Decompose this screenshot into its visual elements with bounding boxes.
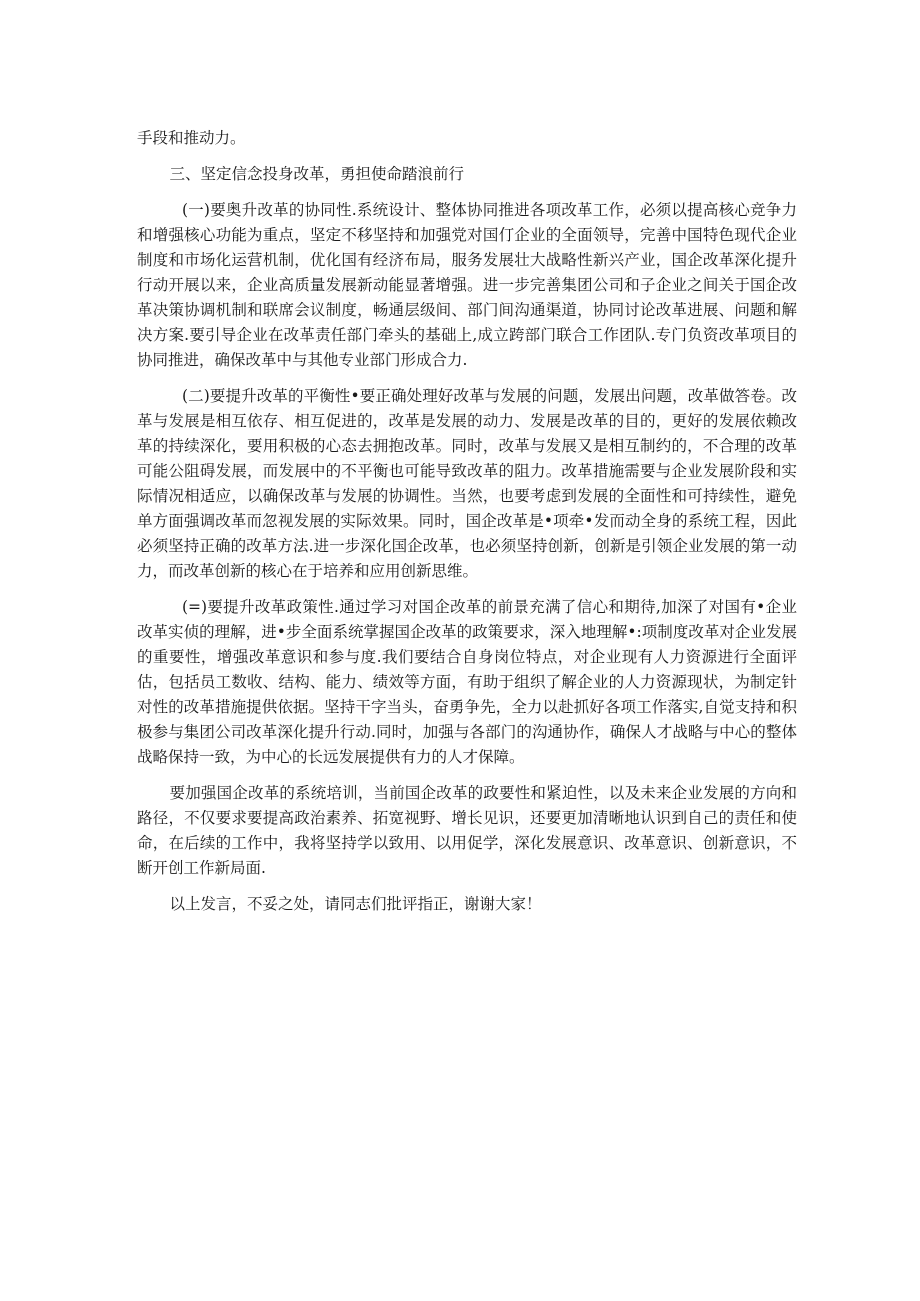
paragraph-training: 要加强国企改革的系统培训，当前国企改革的政要性和紧迫性，以及未来企业发展的方向和路径，不仅要求要提高政治素养、拓宽视野、增长见识，还要更加清晰地认识到自己的责任和使命，在后续的工作中，我将坚持学以致用、以用促学，深化发展意识、改革意识、创新意识，不断开创工作新局面. [137, 784, 797, 877]
paragraph-balance: (二)要提升改革的平衡性•要正确处理好改革与发展的问题，发展出问题，改革做答卷。改革与发展是相互依存、相互促进的，改革是发展的动力、发展是改革的目的，更好的发展依赖改革的持续深化，要用积极的心态去拥抱改革。同时，改革与发展又是相互制约的，不合理的改革可能公阻碍发展，而发展中的不平衡也可能导致改革的阻力。改革措施需要与企业发展阶段和实际情况相适应，以确保改革与发展的协调性。当然，也要考虑到发展的全面性和可持续性，避免单方面强调改革而忽视发展的实际效果。同时，国企改革是•项牵•发而动全身的系统工程，因此必须坚持正确的改革方法.进一步深化国企改革，也必须坚持创新，创新是引领企业发展的第一动力，而改革创新的核心在于培养和应用创新思维。 [137, 387, 797, 580]
section-heading: 三、坚定信念投身改革，勇担使命踏浪前行 [169, 165, 465, 183]
paragraph-policy: (=)要提升改革政策性.通过学习对国企改革的前景充满了信心和期待,加深了对国有•企业改革实侦的理解，进•步全面系统掌握国企改革的政策要求，深入地理解•:项制度改革对企业发展的重要性，增强改革意识和参与度.我们要结合自身岗位特点，对企业现有人力资源进行全面评估，包括员工数收、结构、能力、绩效等方面，有助于组织了解企业的人力资源现状，为制定针对性的改革措施提供依据。坚持干字当头，奋勇争先，全力以赴抓好各项工作落实,自觉支持和积极参与集团公司改革深化提升行动.同时，加强与各部门的沟通协作，确保人才战略与中心的整体战略保持一致，为中心的长远发展提供有力的人才保障。 [137, 598, 797, 766]
continuation-text: 手段和推动力。 [137, 129, 246, 147]
paragraph-coordination: (一)要奥升改革的协同性.系统设计、整体协同推进各项改革工作，必须以提高核心竞争力和增强核心功能为重点，坚定不移坚持和加强党对国仃企业的全面领导，完善中国特色现代企业制度和市场化运营机制，优化国有经济布局，服务发展壮大战略性新兴产业，国企改革深化提升行动开展以来，企业高质量发展新动能显著增强。进一步完善集团公司和子企业之间关于国企改革决策协调机制和联席会议制度，畅通层级间、部门间沟通渠道，协同讨论改革进展、问题和解决方案.要引导企业在改革责任部门牵头的基础上,成立跨部门联合工作团队.专门负资改革项目的协同推进，确保改革中与其他专业部门形成合力. [137, 201, 797, 369]
closing-remark: 以上发言，不妥之处，请同志们批评指正，谢谢大家！ [169, 895, 542, 913]
document-body [137, 126, 797, 917]
